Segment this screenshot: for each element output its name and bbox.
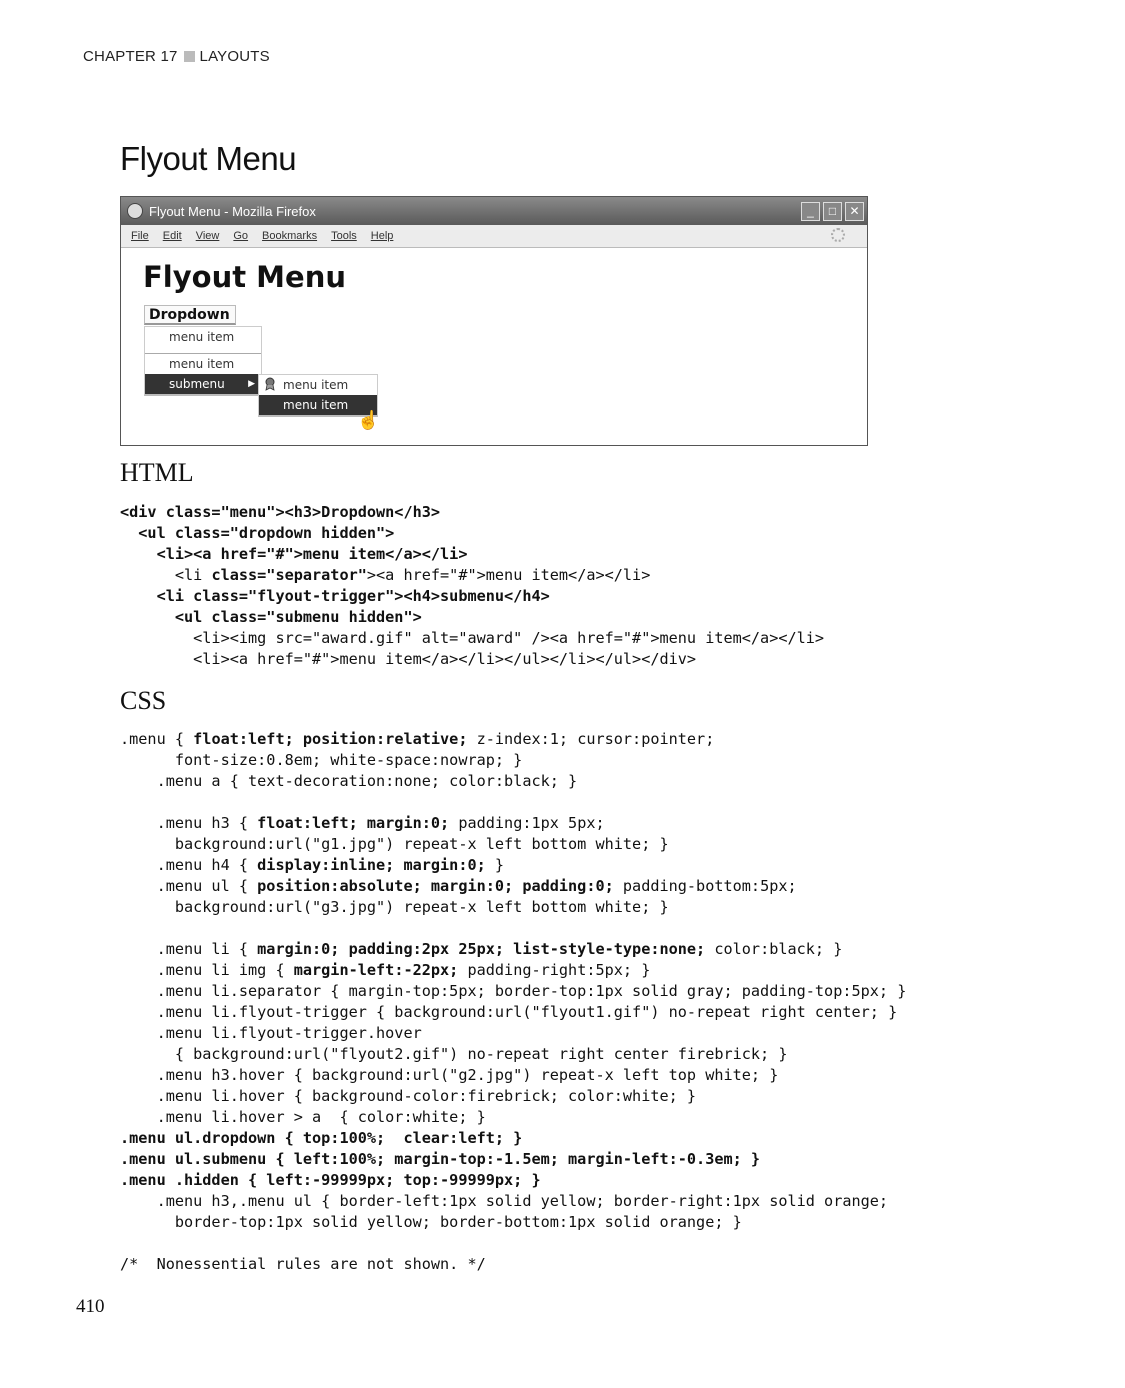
code-segment: border-top:1px solid yellow; border-bottom:1px solid orange; } bbox=[120, 1213, 742, 1231]
code-segment: margin-left:-22px; bbox=[293, 961, 459, 979]
code-segment: /* Nonessential rules are not shown. */ bbox=[120, 1255, 486, 1273]
code-segment: padding-bottom:5px; bbox=[613, 877, 797, 895]
code-line bbox=[120, 813, 906, 834]
section-title: Flyout Menu bbox=[120, 140, 297, 177]
code-line bbox=[120, 750, 906, 771]
code-segment: .menu li img { bbox=[120, 961, 294, 979]
css-code-listing bbox=[120, 729, 906, 1275]
code-line bbox=[120, 960, 906, 981]
code-segment: } bbox=[485, 856, 505, 874]
code-line bbox=[120, 628, 824, 649]
code-segment: <li><a href="#">menu item</a></li></ul></li></ul></div> bbox=[120, 650, 697, 668]
code-line bbox=[120, 897, 906, 918]
code-segment: display:inline; margin:0; bbox=[257, 856, 486, 874]
maximize-icon: □ bbox=[823, 202, 842, 221]
code-line bbox=[120, 876, 906, 897]
code-segment: padding-right:5px; } bbox=[458, 961, 651, 979]
flyout-arrow-icon: ▶ bbox=[248, 379, 255, 389]
code-segment: .menu li.flyout-trigger { background:url("flyout1.gif") no-repeat right center; } bbox=[120, 1003, 898, 1021]
code-segment: font-size:0.8em; white-space:nowrap; } bbox=[120, 751, 523, 769]
code-line bbox=[120, 502, 824, 523]
code-line bbox=[120, 1086, 906, 1107]
code-line bbox=[120, 939, 906, 960]
dropdown-item-separator: menu item bbox=[145, 353, 261, 374]
dropdown-item: menu item bbox=[169, 330, 235, 344]
dropdown-header: Dropdown bbox=[144, 305, 236, 325]
code-segment: position:absolute; margin:0; padding:0; bbox=[257, 877, 614, 895]
code-line bbox=[120, 523, 824, 544]
code-line bbox=[120, 1044, 906, 1065]
code-segment: padding:1px 5px; bbox=[449, 814, 605, 832]
chapter-label: CHAPTER 17 bbox=[83, 48, 178, 65]
code-segment: ><a href="#">menu item</a></li> bbox=[366, 566, 651, 584]
code-line bbox=[120, 565, 824, 586]
code-line bbox=[120, 1254, 906, 1275]
code-segment: .menu a { text-decoration:none; color:black; } bbox=[120, 772, 578, 790]
code-segment: background:url("g1.jpg") repeat-x left bottom white; } bbox=[120, 835, 669, 853]
code-line bbox=[120, 607, 824, 628]
code-segment: float:left; margin:0; bbox=[257, 814, 450, 832]
menu-edit: Edit bbox=[162, 230, 182, 242]
code-line bbox=[120, 855, 906, 876]
code-segment: .menu h3.hover { background:url("g2.jpg") repeat-x left top white; } bbox=[120, 1066, 779, 1084]
section-label: LAYOUTS bbox=[199, 48, 270, 65]
code-segment: float:left; position:relative; bbox=[193, 730, 468, 748]
code-line bbox=[120, 1233, 906, 1254]
browser-screenshot bbox=[120, 196, 868, 446]
menu-file: File bbox=[131, 230, 149, 242]
code-segment: .menu h4 { bbox=[120, 856, 258, 874]
code-line bbox=[120, 792, 906, 813]
code-segment: background:url("g3.jpg") repeat-x left bottom white; } bbox=[120, 898, 669, 916]
code-segment: .menu li.flyout-trigger.hover bbox=[120, 1024, 422, 1042]
submenu-item bbox=[259, 375, 377, 395]
code-segment: .menu ul.dropdown { top:100%; clear:left; } bbox=[120, 1129, 523, 1147]
code-line bbox=[120, 1212, 906, 1233]
page-heading: Flyout Menu bbox=[143, 260, 346, 294]
code-line bbox=[120, 918, 906, 939]
code-segment: .menu ul.submenu { left:100%; margin-top:-1.5em; margin-left:-0.3em; } bbox=[120, 1150, 761, 1168]
code-line bbox=[120, 1107, 906, 1128]
code-line bbox=[120, 1065, 906, 1086]
code-segment: .menu li.hover { background-color:firebrick; color:white; } bbox=[120, 1087, 697, 1105]
code-segment: <ul class="dropdown hidden"> bbox=[120, 524, 395, 542]
code-segment: .menu .hidden { left:-99999px; top:-99999px; } bbox=[120, 1171, 541, 1189]
code-segment: <div class="menu"><h3>Dropdown</h3> bbox=[120, 503, 441, 521]
browser-menubar bbox=[121, 225, 867, 248]
code-segment: <ul class="submenu hidden"> bbox=[120, 608, 422, 626]
menu-help: Help bbox=[370, 230, 394, 242]
menu-go: Go bbox=[233, 230, 249, 242]
code-line bbox=[120, 1149, 906, 1170]
firefox-icon bbox=[127, 203, 143, 219]
award-icon bbox=[264, 377, 276, 391]
code-segment: <li class="flyout-trigger"><h4>submenu</h4> bbox=[120, 587, 550, 605]
html-heading: HTML bbox=[120, 458, 194, 487]
menu-bookmarks: Bookmarks bbox=[262, 230, 318, 242]
code-line bbox=[120, 1002, 906, 1023]
code-segment: <li><a href="#">menu item</a></li> bbox=[120, 545, 468, 563]
throbber-icon bbox=[831, 228, 845, 242]
code-segment: .menu li.separator { margin-top:5px; border-top:1px solid gray; padding-top:5px; } bbox=[120, 982, 907, 1000]
code-segment: { background:url("flyout2.gif") no-repeat right center firebrick; } bbox=[120, 1045, 788, 1063]
code-segment: .menu h3 { bbox=[120, 814, 258, 832]
css-heading: CSS bbox=[120, 686, 167, 715]
submenu-trigger bbox=[145, 374, 261, 394]
menu-view: View bbox=[195, 230, 220, 242]
code-segment: class="separator" bbox=[211, 566, 367, 584]
submenu-label: submenu bbox=[169, 377, 225, 391]
browser-content bbox=[121, 248, 867, 446]
code-segment: .menu h3,.menu ul { border-left:1px solid yellow; border-right:1px solid orange; bbox=[120, 1192, 889, 1210]
code-segment: <li><img src="award.gif" alt="award" /><a href="#">menu item</a></li> bbox=[120, 629, 825, 647]
code-line bbox=[120, 771, 906, 792]
code-segment: .menu li.hover > a { color:white; } bbox=[120, 1108, 486, 1126]
hand-cursor-icon: ☝ bbox=[357, 410, 380, 430]
code-segment: .menu li { bbox=[120, 940, 258, 958]
html-code-listing bbox=[120, 502, 824, 670]
code-line bbox=[120, 586, 824, 607]
window-title: Flyout Menu - Mozilla Firefox bbox=[149, 203, 316, 219]
code-line bbox=[120, 834, 906, 855]
code-segment: .menu { bbox=[120, 730, 194, 748]
close-icon: ✕ bbox=[845, 202, 864, 221]
window-titlebar bbox=[121, 197, 867, 225]
menu-tools: Tools bbox=[331, 230, 357, 242]
code-line bbox=[120, 649, 824, 670]
code-line bbox=[120, 729, 906, 750]
code-line bbox=[120, 981, 906, 1002]
code-line bbox=[120, 1191, 906, 1212]
separator-square-icon bbox=[184, 51, 195, 62]
code-line bbox=[120, 1023, 906, 1044]
code-line bbox=[120, 544, 824, 565]
code-line bbox=[120, 1170, 906, 1191]
code-segment: color:black; } bbox=[705, 940, 843, 958]
code-segment: <li bbox=[120, 566, 212, 584]
code-segment: .menu ul { bbox=[120, 877, 258, 895]
dropdown-list bbox=[144, 326, 262, 396]
code-line bbox=[120, 1128, 906, 1149]
code-segment: z-index:1; cursor:pointer; bbox=[467, 730, 715, 748]
minimize-icon: _ bbox=[801, 202, 820, 221]
submenu-item-label: menu item bbox=[283, 378, 349, 392]
submenu-item-highlighted: menu item bbox=[259, 395, 377, 415]
running-head bbox=[83, 48, 270, 65]
page-number: 410 bbox=[76, 1296, 105, 1317]
code-segment: margin:0; padding:2px 25px; list-style-type:none; bbox=[257, 940, 706, 958]
